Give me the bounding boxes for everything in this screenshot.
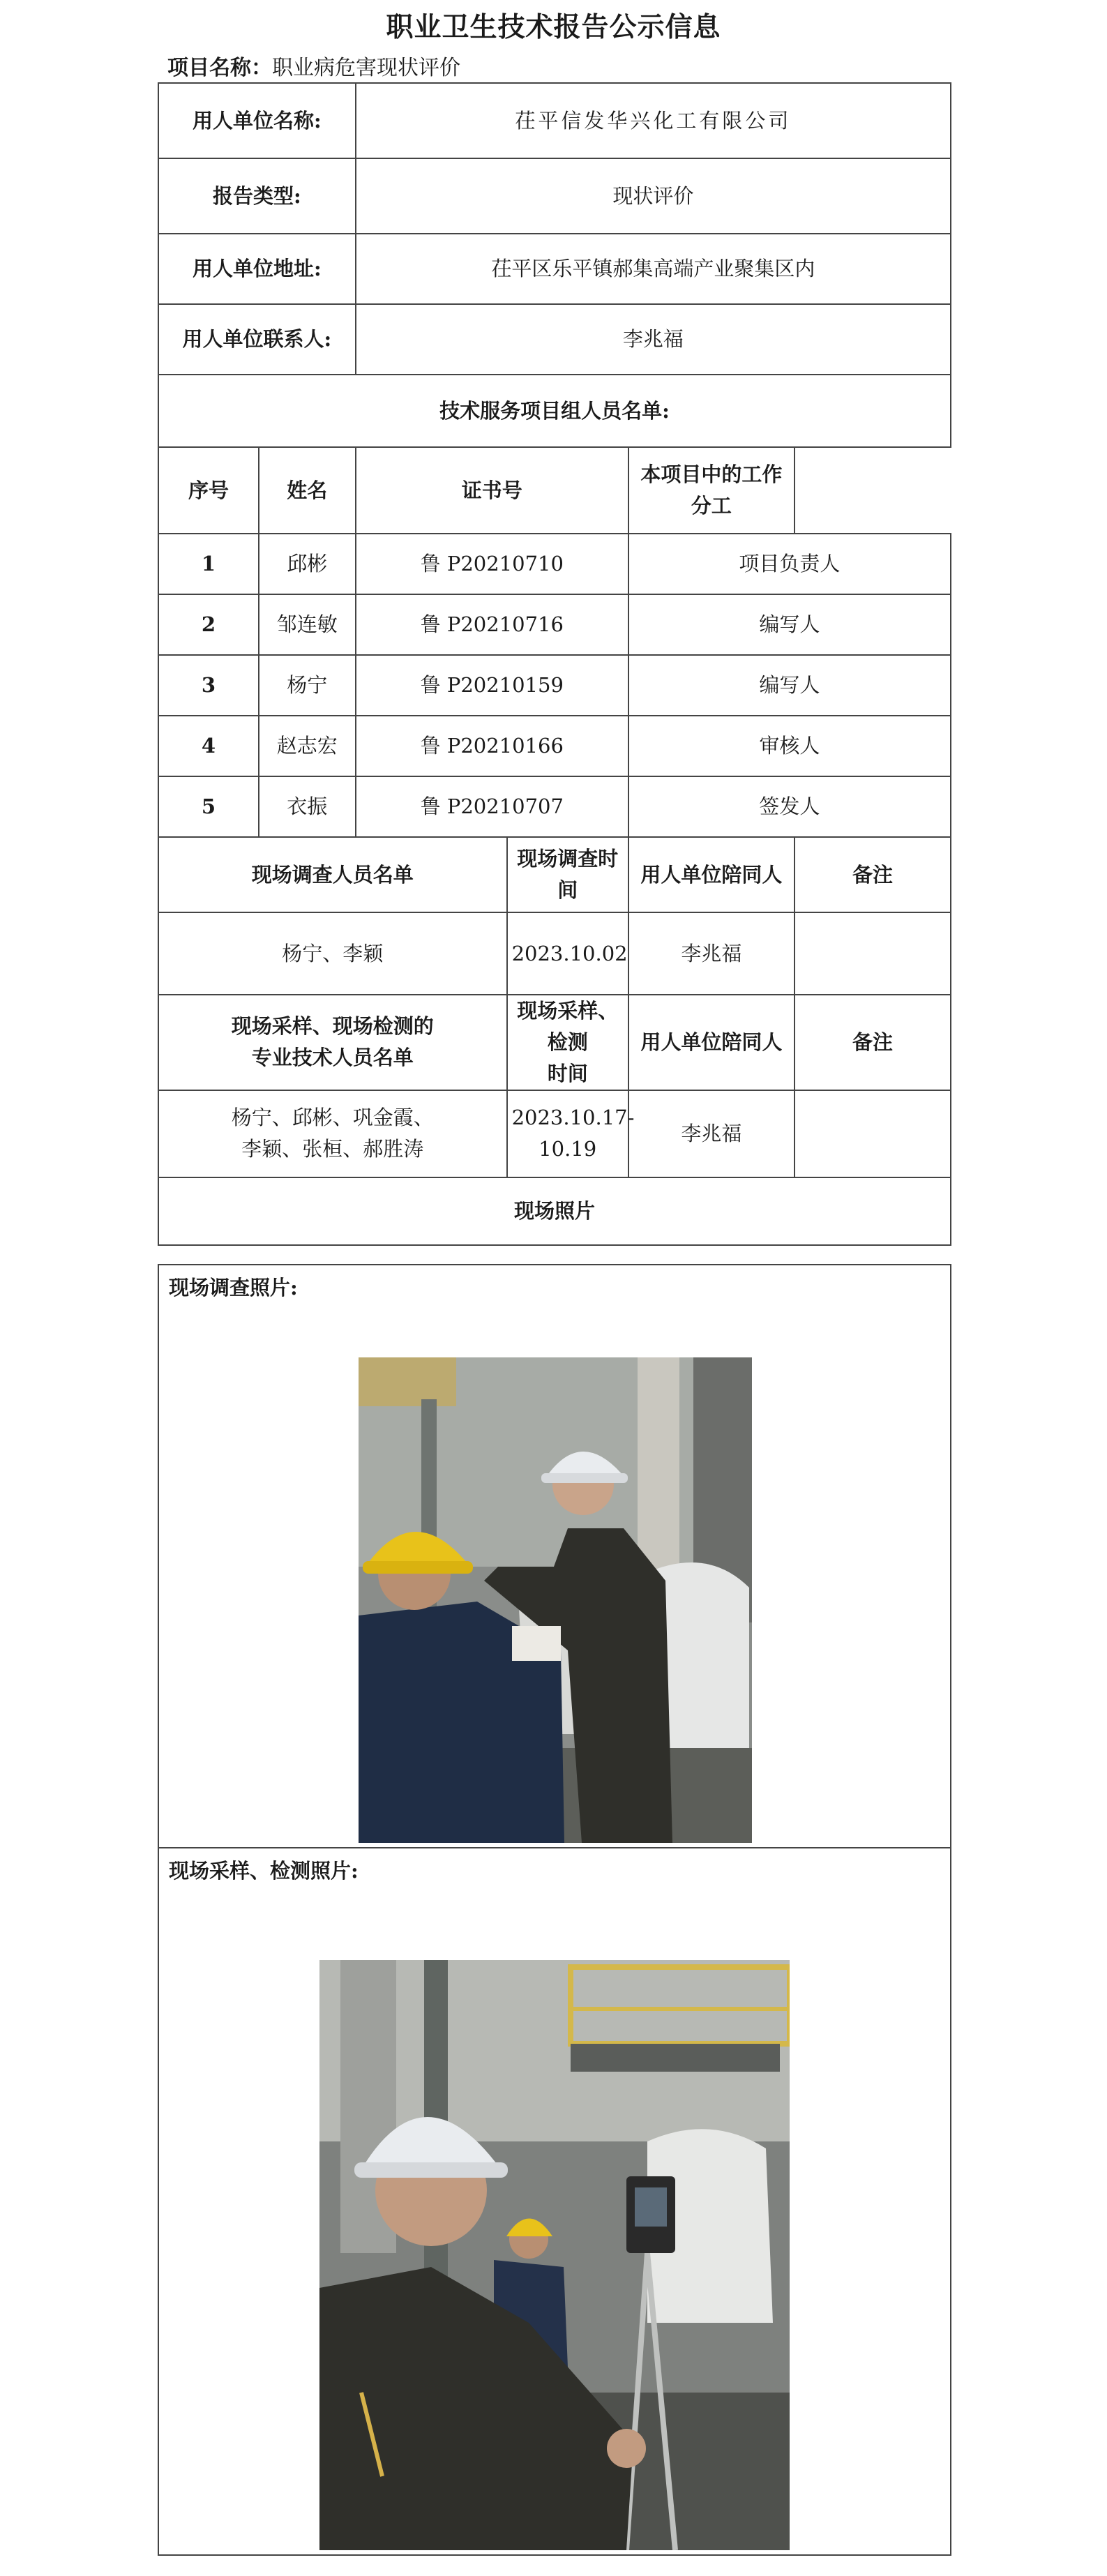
sampling-row <box>158 1090 951 1177</box>
sampling-header-time <box>507 995 628 1090</box>
sampling-people-line2: 李颖、张桓、郝胜涛 <box>241 1137 424 1161</box>
team-row-name: 衣振 <box>259 776 356 837</box>
survey-header-note: 备注 <box>795 837 951 912</box>
contact-row <box>158 304 951 375</box>
table-row <box>158 716 951 776</box>
sampling-header-time-line2: 时间 <box>547 1061 588 1085</box>
survey-row <box>158 912 951 995</box>
team-row-cert: 鲁 P20210166 <box>356 716 628 776</box>
team-header-role: 本项目中的工作分工 <box>628 447 795 534</box>
team-row-cert: 鲁 P20210159 <box>356 655 628 716</box>
photos-heading: 现场照片 <box>158 1177 951 1245</box>
sampling-photo-label: 现场采样、检测照片: <box>169 1859 359 1883</box>
address-label: 用人单位地址: <box>158 234 356 304</box>
survey-header-companion: 用人单位陪同人 <box>628 837 795 912</box>
sampling-photo-section <box>158 1847 951 2556</box>
sampling-time: 2023.10.17-10.19 <box>507 1090 628 1177</box>
survey-header-row <box>158 837 951 912</box>
survey-header-time: 现场调查时间 <box>507 837 628 912</box>
table-row <box>158 776 951 837</box>
team-row-name: 邹连敏 <box>259 594 356 655</box>
team-row-no: 2 <box>158 594 259 655</box>
table-row <box>158 594 951 655</box>
survey-companion: 李兆福 <box>628 912 795 995</box>
sampling-header-note: 备注 <box>795 995 951 1090</box>
survey-photo-section <box>158 1264 951 1848</box>
team-row-role: 编写人 <box>628 594 951 655</box>
team-row-role: 签发人 <box>628 776 951 837</box>
employer-row <box>158 83 951 158</box>
report-type-label: 报告类型: <box>158 158 356 234</box>
team-heading: 技术服务项目组人员名单: <box>158 375 951 447</box>
team-heading-row <box>158 375 951 447</box>
sampling-header-people-line2: 专业技术人员名单 <box>251 1046 414 1070</box>
employer-value: 茌平信发华兴化工有限公司 <box>356 83 951 158</box>
team-row-no: 5 <box>158 776 259 837</box>
team-header-name: 姓名 <box>259 447 356 534</box>
sampling-people <box>158 1090 507 1177</box>
team-row-no: 3 <box>158 655 259 716</box>
survey-people: 杨宁、李颖 <box>158 912 507 995</box>
survey-header-people: 现场调查人员名单 <box>158 837 507 912</box>
project-line <box>167 50 460 81</box>
team-row-cert: 鲁 P20210710 <box>356 534 628 594</box>
employer-label: 用人单位名称: <box>158 83 356 158</box>
team-header-no: 序号 <box>158 447 259 534</box>
team-row-name: 杨宁 <box>259 655 356 716</box>
survey-photo-label: 现场调查照片: <box>169 1276 298 1300</box>
team-row-no: 1 <box>158 534 259 594</box>
survey-note <box>795 912 951 995</box>
info-table <box>158 82 951 1246</box>
page-title: 职业卫生技术报告公示信息 <box>386 11 721 43</box>
team-row-no: 4 <box>158 716 259 776</box>
sampling-header-companion: 用人单位陪同人 <box>628 995 795 1090</box>
team-row-cert: 鲁 P20210707 <box>356 776 628 837</box>
sampling-header-people <box>158 995 507 1090</box>
sampling-header-time-line1: 现场采样、检测 <box>517 999 619 1054</box>
sampling-people-line1: 杨宁、邱彬、巩金霞、 <box>231 1106 434 1130</box>
team-row-name: 赵志宏 <box>259 716 356 776</box>
report-type-value: 现状评价 <box>356 158 951 234</box>
sampling-header-people-line1: 现场采样、现场检测的 <box>231 1014 434 1039</box>
survey-time: 2023.10.02 <box>507 912 628 995</box>
project-label: 项目名称： <box>167 56 272 80</box>
contact-label: 用人单位联系人: <box>158 304 356 375</box>
sampling-header-row <box>158 995 951 1090</box>
team-row-role: 项目负责人 <box>628 534 951 594</box>
address-value: 茌平区乐平镇郝集高端产业聚集区内 <box>356 234 951 304</box>
table-row <box>158 534 951 594</box>
team-row-role: 审核人 <box>628 716 951 776</box>
team-header-row <box>158 447 951 534</box>
team-header-cert: 证书号 <box>356 447 628 534</box>
contact-value: 李兆福 <box>356 304 951 375</box>
team-row-cert: 鲁 P20210716 <box>356 594 628 655</box>
sampling-note <box>795 1090 951 1177</box>
address-row <box>158 234 951 304</box>
team-row-name: 邱彬 <box>259 534 356 594</box>
survey-photo <box>359 1357 752 1843</box>
sampling-companion: 李兆福 <box>628 1090 795 1177</box>
project-value: 职业病危害现状评价 <box>272 56 460 80</box>
team-row-role: 编写人 <box>628 655 951 716</box>
sampling-photo <box>319 1960 790 2550</box>
photos-heading-row <box>158 1177 951 1245</box>
report-type-row <box>158 158 951 234</box>
table-row <box>158 655 951 716</box>
